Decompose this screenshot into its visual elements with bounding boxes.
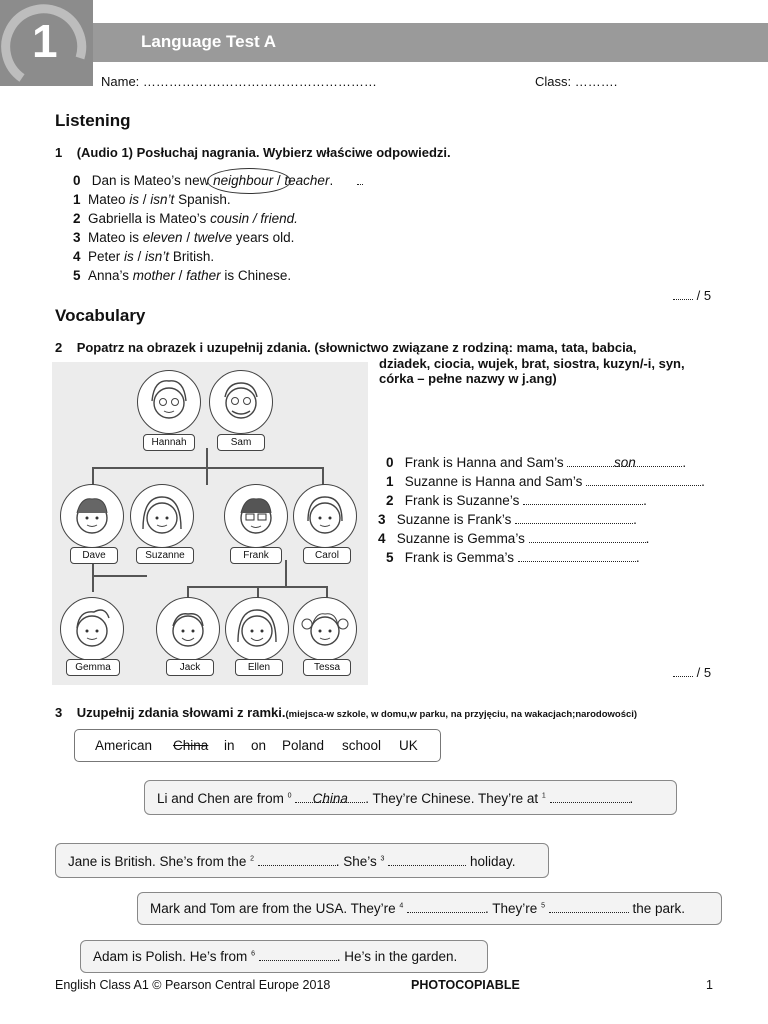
listening-score <box>673 288 711 303</box>
option-2[interactable]: isn’t <box>145 249 170 264</box>
speech-bubble <box>137 892 722 925</box>
class-field[interactable]: Class: ………. <box>535 74 618 89</box>
speech-bubble <box>55 843 549 878</box>
word-chip: Poland <box>282 738 325 753</box>
answer-blank[interactable] <box>407 901 485 913</box>
item-number: 0 <box>73 173 81 188</box>
instruction-hint: (miejsca-w szkole, w domu,w parku, na przyjęciu, na wakacjach;narodowości) <box>285 709 638 720</box>
gap-number: 4 <box>399 902 404 910</box>
option-1[interactable]: cousin <box>210 211 250 226</box>
instruction-text: (Audio 1) Posłuchaj nagrania. Wybierz właściwe odpowiedzi. <box>76 145 451 160</box>
sam-portrait <box>209 370 273 434</box>
item-text: Mateo is <box>88 230 143 245</box>
name-tag: Sam <box>217 434 265 451</box>
item-number: 1 <box>73 192 81 207</box>
instruction-text: Popatrz na obrazek i uzupełnij zdania. (słownictwo związane z rodziną: mama, tata, babcia, <box>76 340 637 355</box>
bubble-text <box>93 949 457 964</box>
answer-blank[interactable] <box>549 901 629 913</box>
option-2[interactable]: father <box>186 268 221 283</box>
vocabulary-heading: Vocabulary <box>55 306 146 325</box>
vocab-item: 5 Frank is Gemma’s . <box>386 550 640 565</box>
word-chip-used: China <box>173 738 209 753</box>
item-text-end: British. <box>169 249 215 264</box>
item-text: Suzanne is Gemma’s <box>396 531 525 546</box>
bubble-text-part: the park. <box>628 901 686 916</box>
item-number: 5 <box>386 550 394 565</box>
item-number: 2 <box>386 493 394 508</box>
name-tag: Ellen <box>235 659 283 676</box>
name-tag: Hannah <box>143 434 195 451</box>
item-number: 2 <box>73 211 81 226</box>
option-1: neighbour <box>213 173 274 188</box>
vocab-item: 0 Frank is Hanna and Sam’s son . <box>386 455 687 470</box>
gap-number: 6 <box>251 950 255 958</box>
footer-copyright: English Class A1 © Pearson Central Europe 2018 <box>55 978 331 992</box>
answer-blank[interactable] <box>523 493 643 505</box>
item-number: 3 <box>73 230 81 245</box>
item-text-end: . <box>294 211 298 226</box>
bubble-text <box>150 901 685 916</box>
option-separator: / <box>273 173 285 188</box>
item-text: Frank is Suzanne’s <box>404 493 520 508</box>
bubble-text-part: . She’s <box>335 854 381 869</box>
speech-bubble <box>80 940 488 973</box>
item-text-end: years old. <box>232 230 295 245</box>
option-2[interactable]: teacher <box>284 173 330 188</box>
item-text: Dan is Mateo’s new <box>91 173 214 188</box>
option-2[interactable]: twelve <box>193 230 233 245</box>
option-2[interactable]: isn’t <box>150 192 175 207</box>
suzanne-portrait <box>130 484 194 548</box>
word-chip: American <box>95 738 153 753</box>
word-chip: on <box>251 738 267 753</box>
word-chip: in <box>224 738 235 753</box>
answer-circle <box>207 168 291 194</box>
carol-portrait <box>293 484 357 548</box>
bubble-text-part: . They’re <box>485 901 542 916</box>
answer-blank[interactable] <box>388 854 466 866</box>
listening-item <box>73 173 363 188</box>
item-text: Mateo <box>88 192 130 207</box>
answer-blank[interactable] <box>567 455 682 470</box>
item-number: 4 <box>73 249 81 264</box>
vocab-item: 3 Suzanne is Frank’s . <box>378 512 637 527</box>
word-box <box>74 729 441 762</box>
gap-number: 0 <box>287 792 292 800</box>
frank-portrait <box>224 484 288 548</box>
option-separator: / <box>139 192 151 207</box>
option-choice[interactable] <box>213 173 273 188</box>
bubble-text-part: holiday. <box>466 854 516 869</box>
listening-item <box>73 249 214 264</box>
name-tag: Gemma <box>66 659 120 676</box>
score-total: / 5 <box>696 288 712 303</box>
gap-number: 2 <box>250 855 254 863</box>
listening-heading: Listening <box>55 111 131 130</box>
bubble-text-part: Adam is Polish. He’s from <box>93 949 252 964</box>
option-separator: / <box>174 268 187 283</box>
example-answer: China <box>312 791 348 806</box>
name-tag: Jack <box>166 659 214 676</box>
item-number: 4 <box>378 531 386 546</box>
answer-blank[interactable] <box>586 474 701 486</box>
answer-blank[interactable] <box>529 531 646 543</box>
listening-item <box>73 268 291 283</box>
bubble-text-part: . <box>629 791 634 806</box>
unit-number-box <box>0 0 93 86</box>
item-number: 1 <box>386 474 394 489</box>
vocab-item: 2 Frank is Suzanne’s . <box>386 493 647 508</box>
option-1[interactable]: is <box>124 249 134 264</box>
tessa-portrait <box>293 597 357 661</box>
item-number: 0 <box>386 455 394 470</box>
listening-instruction <box>55 145 451 160</box>
option-separator: / <box>133 249 146 264</box>
item-text: Frank is Gemma’s <box>404 550 515 565</box>
name-tag: Tessa <box>303 659 351 676</box>
option-1[interactable]: is <box>129 192 140 207</box>
item-number: 3 <box>378 512 386 527</box>
speech-bubble <box>144 780 677 815</box>
item-text: Anna’s <box>88 268 133 283</box>
bubble-text-part: Jane is British. She’s from the <box>68 854 251 869</box>
bubble-text <box>68 854 516 869</box>
option-2[interactable]: friend <box>260 211 295 226</box>
listening-item <box>73 211 298 226</box>
vocabulary-instruction-line3: córka – pełne nazwy w j.ang) <box>379 371 557 386</box>
option-1[interactable]: eleven <box>142 230 183 245</box>
instruction-text: Uzupełnij zdania słowami z ramki. <box>76 705 286 720</box>
answer-blank[interactable] <box>518 550 636 562</box>
gap-number: 1 <box>541 792 546 800</box>
option-1[interactable]: mother <box>132 268 175 283</box>
footer-photocopiable: PHOTOCOPIABLE <box>411 978 520 992</box>
vocabulary-instruction-line2: dziadek, ciocia, wujek, brat, siostra, kuzyn/-i, syn, <box>379 356 685 371</box>
item-text-end: is Chinese. <box>220 268 292 283</box>
bubble-text-part: . They’re Chinese. They’re at <box>365 791 542 806</box>
option-separator: / <box>182 230 194 245</box>
word-chip: UK <box>399 738 418 753</box>
vocabulary-instruction <box>55 340 637 355</box>
item-text: Peter <box>88 249 125 264</box>
page-number: 1 <box>706 978 713 992</box>
family-tree-image <box>52 362 368 685</box>
answer-blank[interactable] <box>295 791 365 806</box>
vocab-item: 4 Suzanne is Gemma’s . <box>378 531 650 546</box>
vocabulary-score <box>673 665 711 680</box>
instruction-number: 2 <box>55 340 63 355</box>
score-blank[interactable] <box>673 665 693 677</box>
bubble-text-part: . He’s in the garden. <box>336 949 458 964</box>
name-tag: Dave <box>70 547 118 564</box>
option-separator: / <box>249 211 261 226</box>
hannah-portrait <box>137 370 201 434</box>
name-field[interactable]: Name: ……………………………………………… <box>101 74 377 89</box>
bubble-text <box>157 791 633 806</box>
item-text: Frank is Hanna and Sam’s <box>404 455 564 470</box>
answer-blank[interactable] <box>258 854 336 866</box>
item-text-end: . <box>329 173 334 188</box>
name-tag: Suzanne <box>136 547 194 564</box>
header-rule <box>93 61 768 62</box>
instruction-number: 1 <box>55 145 63 160</box>
dave-portrait <box>60 484 124 548</box>
gemma-portrait <box>60 597 124 661</box>
instruction-number: 3 <box>55 705 63 720</box>
answer-blank[interactable] <box>357 173 363 185</box>
answer-blank[interactable] <box>259 949 337 961</box>
example-answer: son <box>613 455 636 470</box>
page-title: Language Test A <box>141 32 277 51</box>
unit-number: 1 <box>32 15 58 67</box>
score-total: / 5 <box>696 665 712 680</box>
name-tag: Carol <box>303 547 351 564</box>
listening-item <box>73 230 294 245</box>
jack-portrait <box>156 597 220 661</box>
exercise3-instruction <box>55 705 637 720</box>
listening-item <box>73 192 231 207</box>
bubble-text-part: Mark and Tom are from the USA. They’re <box>150 901 400 916</box>
ellen-portrait <box>225 597 289 661</box>
score-blank[interactable] <box>673 288 693 300</box>
answer-blank[interactable] <box>515 512 633 524</box>
gap-number: 5 <box>541 902 545 910</box>
vocab-item: 1 Suzanne is Hanna and Sam’s . <box>386 474 705 489</box>
name-tag: Frank <box>230 547 282 564</box>
bubble-text-part: Li and Chen are from <box>157 791 288 806</box>
item-text: Suzanne is Hanna and Sam’s <box>404 474 583 489</box>
item-number: 5 <box>73 268 81 283</box>
item-text-end: Spanish. <box>174 192 231 207</box>
gap-number: 3 <box>380 855 385 863</box>
answer-blank[interactable] <box>550 791 630 803</box>
item-text: Suzanne is Frank’s <box>396 512 512 527</box>
item-text: Gabriella is Mateo’s <box>88 211 211 226</box>
word-chip: school <box>342 738 382 753</box>
